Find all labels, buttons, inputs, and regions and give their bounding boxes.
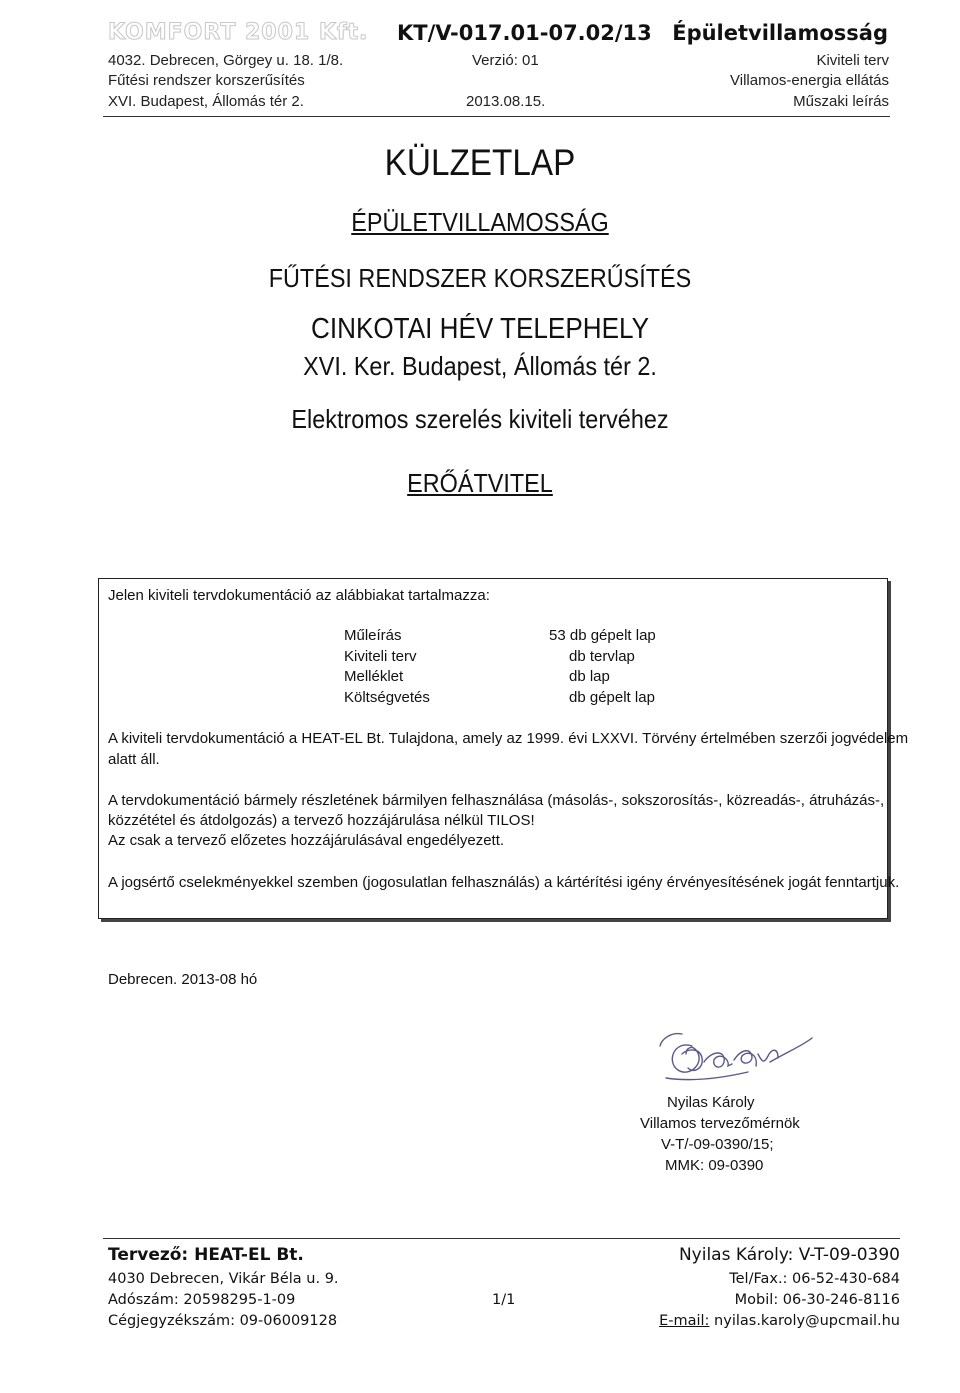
copyright-line-2: alatt áll. (108, 751, 160, 768)
contents-count: db gépelt lap (569, 689, 655, 706)
footer-tax-number: Adószám: 20598295-1-09 (108, 1292, 296, 1308)
signature-image (652, 1018, 822, 1090)
rights-reserved: A jogsértő cselekményekkel szemben (jogosulatlan felhasználás) a kártérítési igény érvényesítésének jogát fenntartjuk. (108, 874, 900, 891)
contents-item: Melléklet (344, 668, 404, 685)
header-site: XVI. Budapest, Állomás tér 2. (108, 93, 304, 110)
subtitle-site: CINKOTAI HÉV TELEPHELY (311, 313, 649, 345)
subtitle-heating: FŰTÉSI RENDSZER KORSZERŰSÍTÉS (268, 263, 692, 293)
contents-item: Műleírás (344, 627, 402, 644)
footer-email-label: E-mail: (659, 1313, 710, 1329)
document-number: KT/V-017.01-07.02/13 (397, 21, 652, 45)
document-category: Épületvillamosság (672, 21, 888, 45)
usage-line-2: közzététel és átdolgozás) a tervező hozzájárulása nélkül TILOS! (108, 812, 535, 829)
footer-address: 4030 Debrecen, Vikár Béla u. 9. (108, 1271, 339, 1287)
signer-name: Nyilas Károly (667, 1094, 755, 1111)
header-plan-type: Kiviteli terv (816, 52, 889, 69)
footer-company-registration: Cégjegyzékszám: 09-06009128 (108, 1313, 338, 1329)
header-date: 2013.08.15. (466, 93, 546, 110)
header-divider (103, 116, 890, 117)
usage-line-3: Az csak a tervező előzetes hozzájárulásával engedélyezett. (108, 832, 505, 849)
header-address: 4032. Debrecen, Görgey u. 18. 1/8. (108, 52, 344, 69)
subtitle-address: XVI. Ker. Budapest, Állomás tér 2. (303, 351, 657, 381)
page-title: KÜLZETLAP (384, 142, 576, 183)
page-number: 1/1 (492, 1292, 516, 1308)
section-title: ERŐÁTVITEL (407, 468, 553, 498)
contents-intro: Jelen kiviteli tervdokumentáció az alábbiakat tartalmazza: (108, 587, 490, 604)
contents-count: db tervlap (569, 648, 635, 665)
signer-mmk: MMK: 09-0390 (665, 1157, 764, 1174)
contents-box (98, 578, 909, 919)
copyright-line-1: A kiviteli tervdokumentáció a HEAT-EL Bt. Tulajdona, amely az 1999. évi LXXVI. Törvény értelmében szerzői jogvédelem (108, 730, 909, 747)
signer-title: Villamos tervezőmérnök (640, 1115, 800, 1132)
header-supply: Villamos-energia ellátás (730, 72, 889, 89)
footer-designer: Tervező: HEAT-EL Bt. (108, 1245, 304, 1265)
subtitle-building-electrics: ÉPÜLETVILLAMOSSÁG (351, 207, 609, 237)
company-logo-text: KOMFORT 2001 Kft. (108, 20, 369, 45)
header-doc-kind: Műszaki leírás (793, 93, 889, 110)
header-version: Verzió: 01 (472, 52, 539, 69)
footer-tel: Tel/Fax.: 06-52-430-684 (729, 1271, 900, 1287)
signer-registration: V-T/-09-0390/15; (661, 1136, 774, 1153)
contents-item: Költségvetés (344, 689, 430, 706)
usage-line-1: A tervdokumentáció bármely részletének bármilyen felhasználása (másolás-, sokszorosítás-, közreadás-, átruházás-, (108, 792, 885, 809)
footer-mobile: Mobil: 06-30-246-8116 (734, 1292, 900, 1308)
footer-email (659, 1313, 900, 1329)
footer-divider (103, 1238, 900, 1239)
subtitle-purpose: Elektromos szerelés kiviteli tervéhez (291, 404, 669, 434)
header-project: Fűtési rendszer korszerűsítés (108, 72, 305, 89)
contents-item: Kiviteli terv (344, 648, 417, 665)
contents-count: db lap (569, 668, 610, 685)
contents-count: 53 db gépelt lap (549, 627, 656, 644)
place-date: Debrecen. 2013-08 hó (108, 971, 258, 988)
footer-designer-registration: Nyilas Károly: V-T-09-0390 (678, 1245, 900, 1265)
footer-email-address[interactable]: nyilas.karoly@upcmail.hu (714, 1313, 900, 1329)
